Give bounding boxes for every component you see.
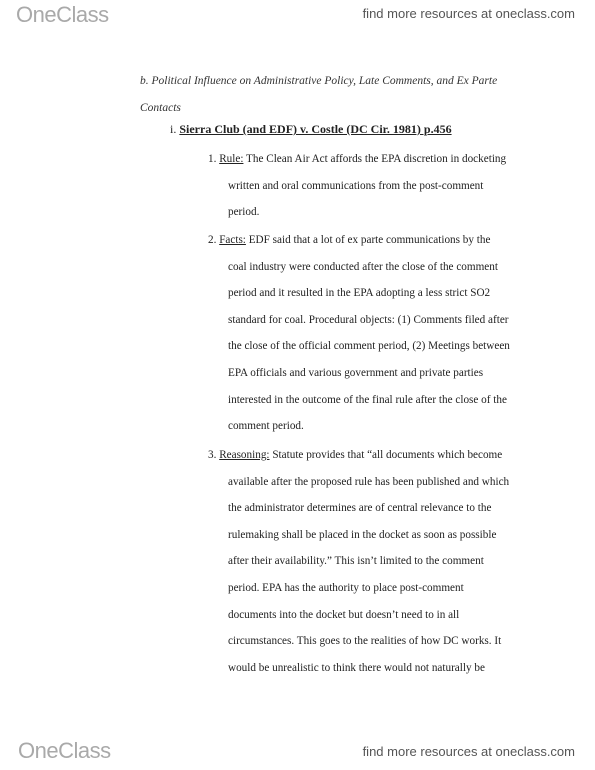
item-first-line xyxy=(208,442,538,469)
item-text-line: would be unrealistic to think there would not naturally be xyxy=(228,661,485,674)
item-label: Reasoning: xyxy=(219,449,270,461)
footer-resources-link[interactable]: find more resources at oneclass.com xyxy=(362,744,575,759)
case-numeral: i. xyxy=(170,122,177,136)
item-text-line: period. xyxy=(228,206,260,219)
oneclass-logo[interactable]: OneClass xyxy=(16,2,109,27)
item-text-line: coal industry were conducted after the close of the comment xyxy=(228,260,498,273)
item-text-line: the close of the official comment period, (2) Meetings between xyxy=(228,340,510,353)
case-citation xyxy=(170,122,452,137)
item-text-line: the administrator determines are of central relevance to the xyxy=(228,502,492,515)
list-item-facts xyxy=(208,227,538,440)
item-text-line: EPA officials and various government and private parties xyxy=(228,366,484,379)
item-text-line: interested in the outcome of the final rule after the close of the xyxy=(228,393,507,406)
item-text-line: period and it resulted in the EPA adopting a less strict SO2 xyxy=(228,287,491,300)
section-heading-line: Contacts xyxy=(140,101,181,114)
item-text-line: comment period. xyxy=(228,420,304,433)
item-first-line xyxy=(208,146,538,173)
item-text-line: The Clean Air Act affords the EPA discretion in docketing xyxy=(246,153,507,165)
header-resources-link[interactable]: find more resources at oneclass.com xyxy=(362,6,575,21)
item-text-line: period. EPA has the authority to place post-comment xyxy=(228,581,464,594)
item-text-line: documents into the docket but doesn’t need to in all xyxy=(228,608,460,621)
item-text-line: EDF said that a lot of ex parte communications by the xyxy=(248,234,491,246)
list-item-reasoning xyxy=(208,442,538,681)
item-text-line: Statute provides that “all documents which become xyxy=(272,449,503,461)
section-heading xyxy=(140,68,520,121)
item-label: Rule: xyxy=(219,153,244,165)
item-first-line xyxy=(208,227,538,254)
list-item-rule xyxy=(208,146,538,226)
section-heading-line: b. Political Influence on Administrative Policy, Late Comments, and Ex Parte xyxy=(140,75,498,87)
item-text-line: written and oral communications from the post-comment xyxy=(228,179,484,192)
item-text-line: after their availability.” This isn’t limited to the comment xyxy=(228,555,484,568)
case-title: Sierra Club (and EDF) v. Costle (DC Cir. 1981) p.456 xyxy=(179,122,452,136)
item-label: Facts: xyxy=(219,234,246,246)
item-number: 1. xyxy=(208,153,217,165)
item-text-line: circumstances. This goes to the realities of how DC works. It xyxy=(228,635,502,648)
item-text-line: available after the proposed rule has been published and which xyxy=(228,475,510,488)
item-number: 3. xyxy=(208,449,217,461)
oneclass-logo[interactable]: OneClass xyxy=(18,738,111,763)
page-header xyxy=(0,0,595,30)
item-text-line: rulemaking shall be placed in the docket as soon as possible xyxy=(228,528,497,541)
item-text-line: standard for coal. Procedural objects: (1) Comments filed after xyxy=(228,313,509,326)
item-number: 2. xyxy=(208,234,217,246)
